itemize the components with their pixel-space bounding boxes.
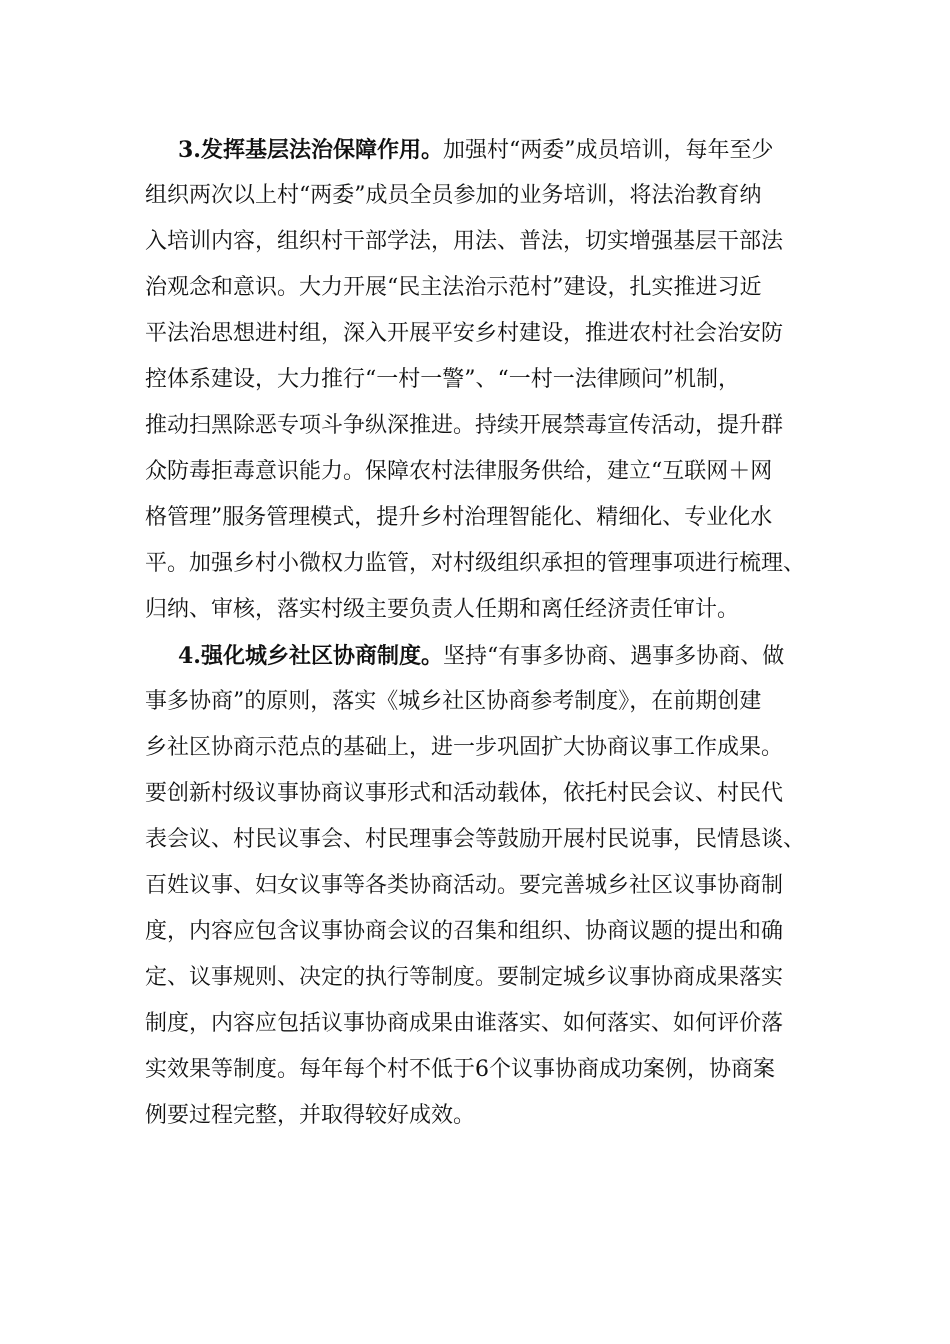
paragraph-line: 控体系建设，大力推行“一村一警”、“一村一法律顾问”机制， <box>145 367 740 392</box>
paragraph-3-rule-of-law <box>145 127 810 633</box>
paragraph-line: 乡社区协商示范点的基础上，进一步巩固扩大协商议事工作成果。 <box>145 735 784 760</box>
paragraph-text: 坚持“有事多协商、遇事多协商、做 <box>442 644 785 669</box>
section-heading: 4.强化城乡社区协商制度。 <box>178 643 443 669</box>
paragraph-line: 事多协商”的原则，落实《城乡社区协商参考制度》，在前期创建 <box>145 689 762 714</box>
paragraph-first-line <box>145 127 810 173</box>
paragraph-line: 归纳、审核，落实村级主要负责人任期和离任经济责任审计。 <box>145 597 740 622</box>
paragraph-line: 入培训内容，组织村干部学法，用法、普法，切实增强基层干部法 <box>145 229 784 254</box>
paragraph-4-community-consultation <box>145 633 810 1139</box>
paragraph-line: 制度，内容应包括议事协商成果由谁落实、如何落实、如何评价落 <box>145 1011 784 1036</box>
paragraph-line: 要创新村级议事协商议事形式和活动载体，依托村民会议、村民代 <box>145 781 784 806</box>
paragraph-line: 组织两次以上村“两委”成员全员参加的业务培训，将法治教育纳 <box>145 183 762 208</box>
paragraph-line: 平。加强乡村小微权力监管，对村级组织承担的管理事项进行梳理、 <box>145 551 806 576</box>
paragraph-line: 治观念和意识。大力开展“民主法治示范村”建设，扎实推进习近 <box>145 275 762 300</box>
paragraph-line: 平法治思想进村组，深入开展平安乡村建设，推进农村社会治安防 <box>145 321 784 346</box>
paragraph-text: 加强村“两委”成员培训，每年至少 <box>442 138 774 163</box>
paragraph-line: 例要过程完整，并取得较好成效。 <box>145 1103 476 1128</box>
section-heading: 3.发挥基层法治保障作用。 <box>178 137 443 163</box>
paragraph-first-line <box>145 633 810 679</box>
paragraph-line: 度，内容应包含议事协商会议的召集和组织、协商议题的提出和确 <box>145 919 784 944</box>
document-body <box>145 127 810 1139</box>
paragraph-line: 百姓议事、妇女议事等各类协商活动。要完善城乡社区议事协商制 <box>145 873 784 898</box>
paragraph-line: 格管理”服务管理模式，提升乡村治理智能化、精细化、专业化水 <box>145 505 773 530</box>
paragraph-line: 众防毒拒毒意识能力。保障农村法律服务供给，建立“互联网＋网 <box>145 459 773 484</box>
paragraph-line: 推动扫黑除恶专项斗争纵深推进。持续开展禁毒宣传活动，提升群 <box>145 413 784 438</box>
paragraph-line: 定、议事规则、决定的执行等制度。要制定城乡议事协商成果落实 <box>145 965 784 990</box>
paragraph-line: 表会议、村民议事会、村民理事会等鼓励开展村民说事，民情恳谈、 <box>145 827 806 852</box>
paragraph-line: 实效果等制度。每年每个村不低于6个议事协商成功案例，协商案 <box>145 1057 775 1082</box>
